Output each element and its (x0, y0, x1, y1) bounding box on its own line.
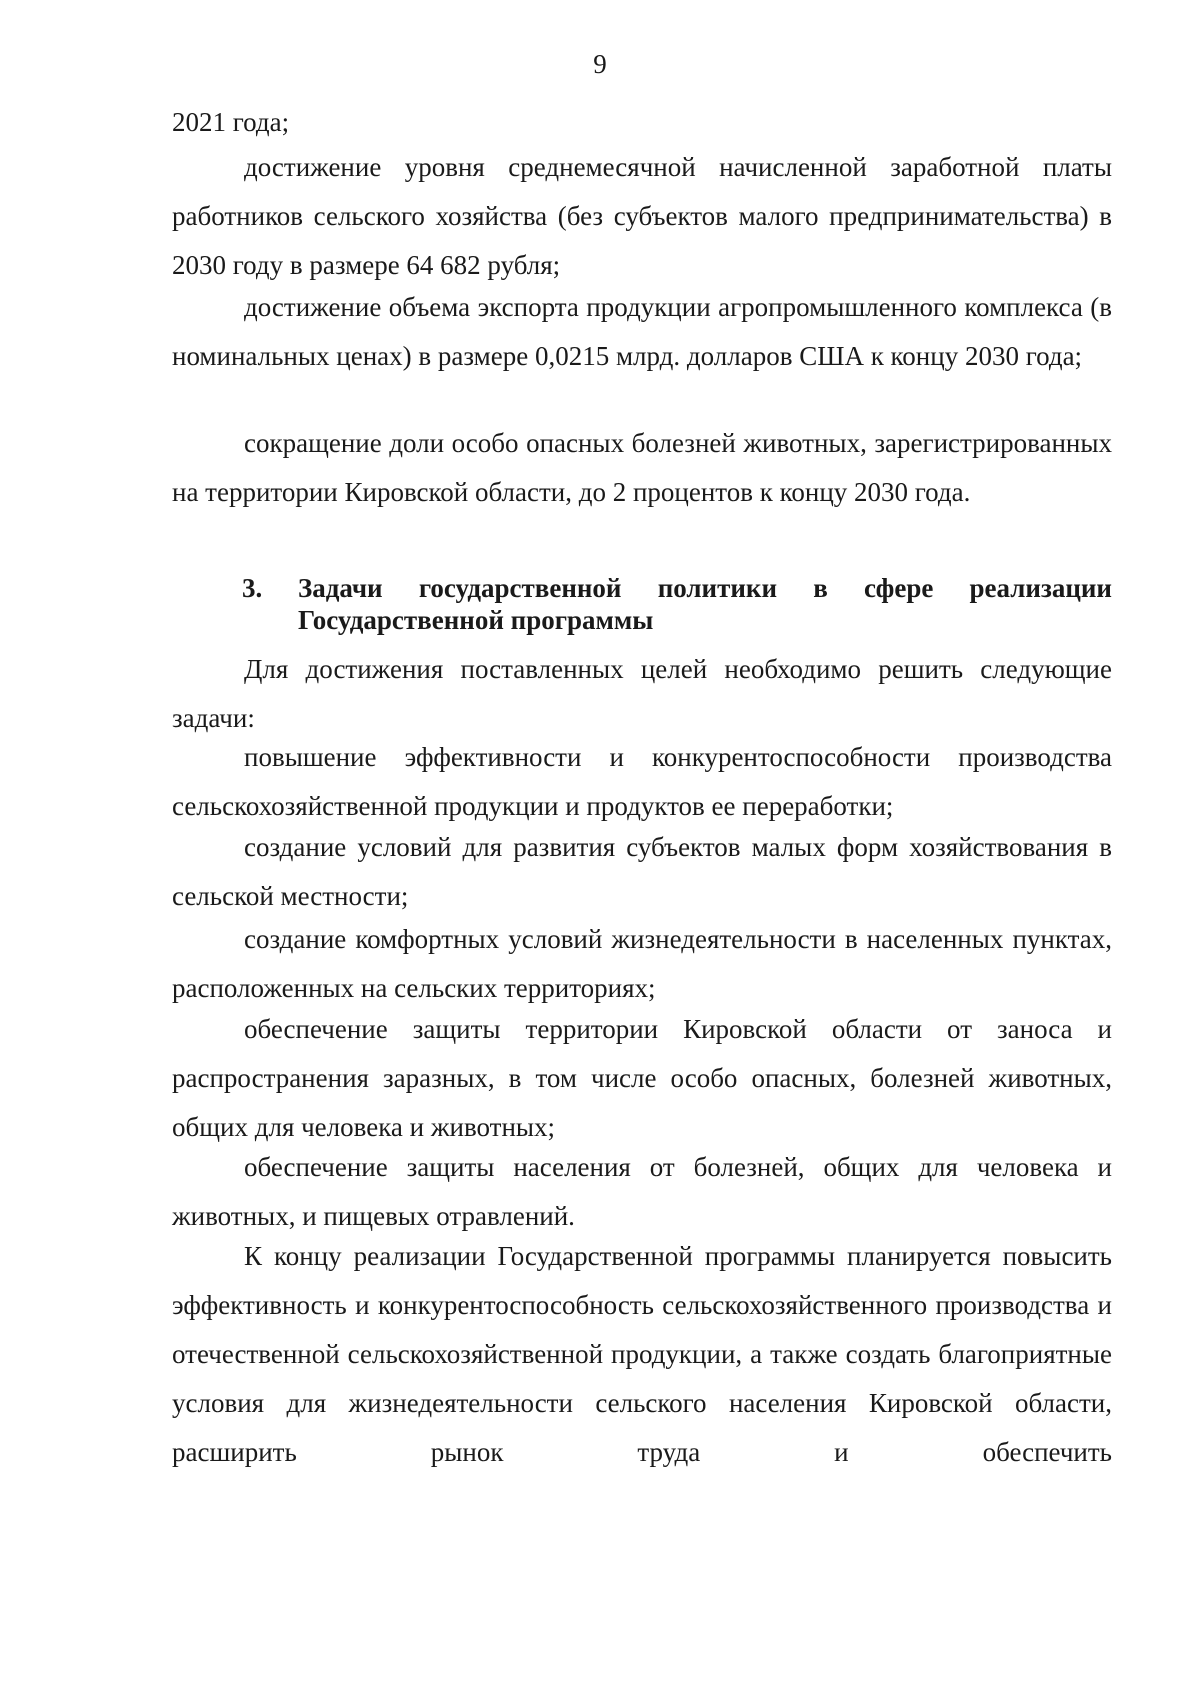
section-heading (242, 572, 1112, 636)
page-number: 9 (593, 49, 607, 79)
paragraph-disease-goal: сокращение доли особо опасных болезней животных, зарегистрированных на территории Кировской области, до 2 процентов к концу 2030 года. (172, 428, 1112, 507)
task-item: обеспечение защиты населения от болезней, общих для человека и животных, и пищевых отравлений. (172, 1152, 1112, 1231)
task-item: создание комфортных условий жизнедеятельности в населенных пунктах, расположенных на сельских территориях; (172, 924, 1112, 1003)
conclusion-paragraph: К концу реализации Государственной программы планируется повысить эффективность и конкурентоспособность сельскохозяйственного производства и отечественной сельскохозяйственной продукции, а также создать благоприятные условия для жизнедеятельности сельского населения Кировской области, расширить рынок труда и обеспечить (172, 1241, 1112, 1467)
section-title: Задачи государственной политики в сфере реализации Государственной программы (298, 573, 1112, 635)
paragraph-year-end: 2021 года; (172, 107, 290, 137)
task-item: повышение эффективности и конкурентоспособности производства сельскохозяйственной продукции и продуктов ее переработки; (172, 742, 1112, 821)
section-number: 3. (242, 573, 263, 603)
paragraph-export-goal: достижение объема экспорта продукции агропромышленного комплекса (в номинальных ценах) в размере 0,0215 млрд. долларов США к концу 2030 года; (172, 292, 1112, 371)
task-item: создание условий для развития субъектов малых форм хозяйствования в сельской местности; (172, 832, 1112, 911)
tasks-intro: Для достижения поставленных целей необходимо решить следующие задачи: (172, 654, 1112, 733)
task-item: обеспечение защиты территории Кировской области от заноса и распространения заразных, в том числе особо опасных, болезней животных, общих для человека и животных; (172, 1014, 1112, 1142)
paragraph-salary-goal: достижение уровня среднемесячной начисленной заработной платы работников сельского хозяйства (без субъектов малого предпринимательства) в 2030 году в размере 64 682 рубля; (172, 152, 1112, 280)
